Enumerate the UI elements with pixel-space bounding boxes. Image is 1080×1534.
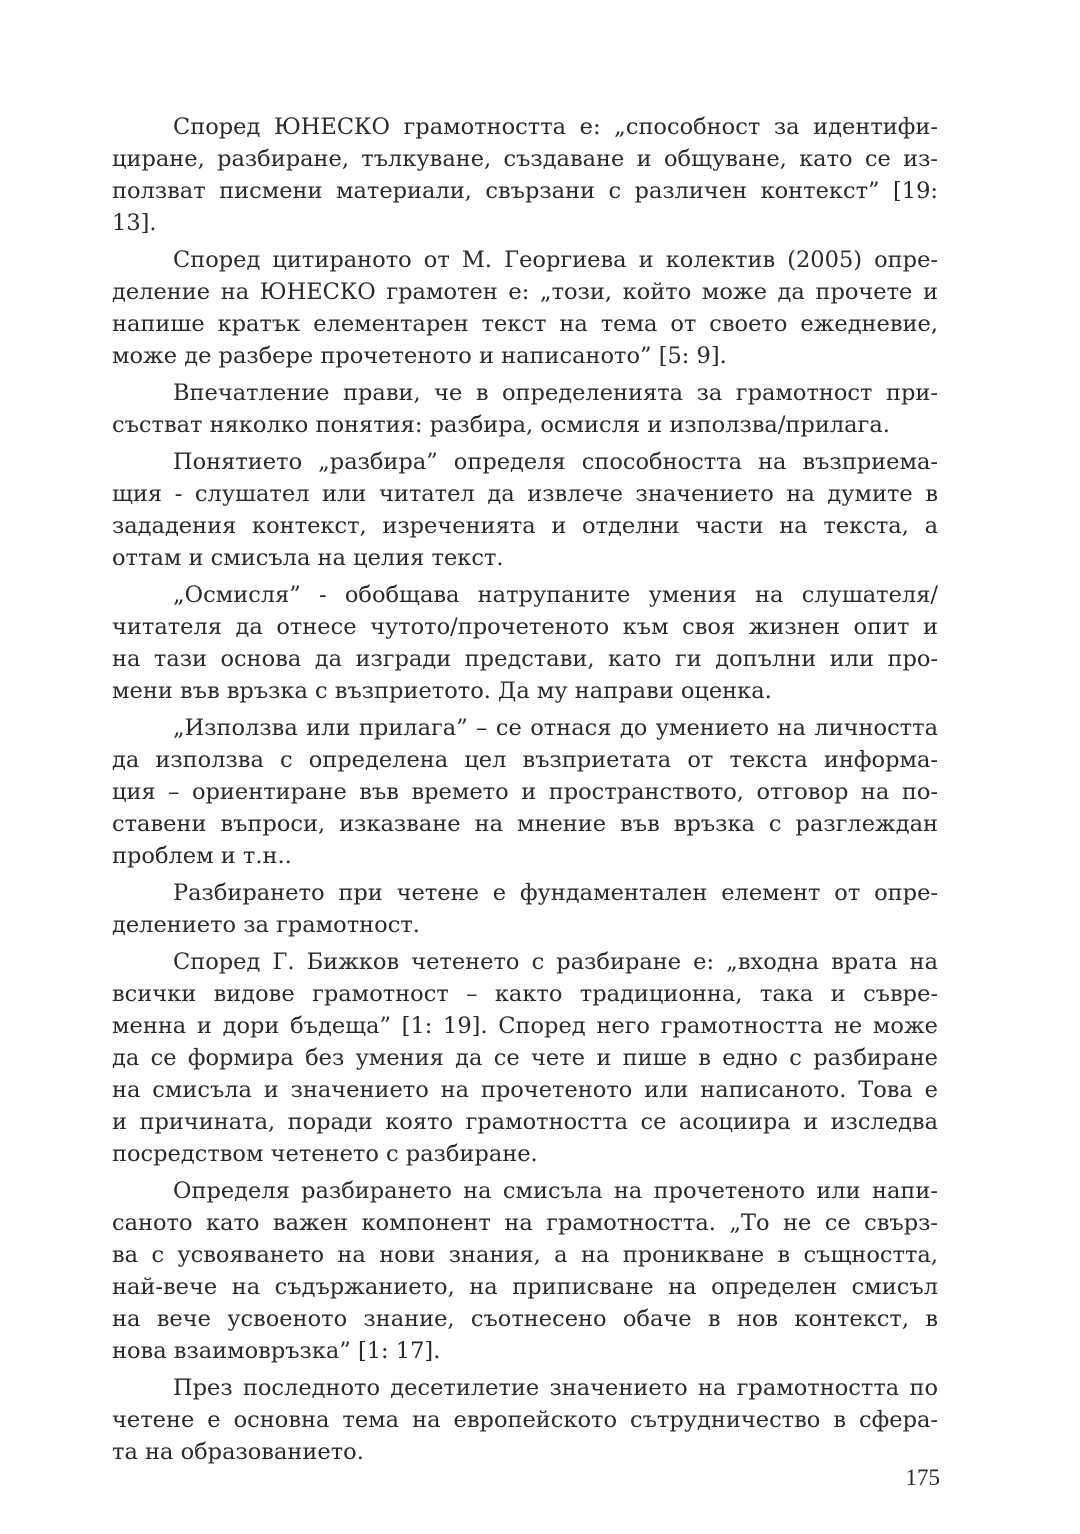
text-line: напише кратък елементарен текст на тема от своето ежедневие,: [112, 311, 938, 337]
text-line: ползват писмени материали, свързани с различен контекст” [19:: [112, 178, 938, 204]
text-line: четене е основна тема на европейското сътрудничество в сфера-: [112, 1407, 938, 1433]
text-line: „Използва или прилага” – се отнася до умението на личността: [173, 715, 938, 741]
text-line: оттам и смисъла на целия текст.: [112, 545, 504, 571]
text-line: менна и дори бъдеща” [1: 19]. Според него грамотността не може: [112, 1013, 938, 1039]
text-line: деление на ЮНЕСКО грамотен е: „този, който може да прочете и: [112, 279, 938, 305]
paragraph: [112, 377, 938, 441]
text-line: Според цитираното от М. Георгиева и колектив (2005) опре-: [173, 247, 938, 273]
text-line: циране, разбиране, тълкуване, създаване и общуване, като се из-: [112, 146, 938, 172]
text-line: зададения контекст, изреченията и отделни части на текста, а: [112, 513, 938, 539]
paragraph: [112, 1372, 938, 1468]
text-line: 13].: [112, 210, 157, 236]
text-line: Разбирането при четене е фундаментален елемент от опре-: [173, 880, 938, 906]
text-line: състват няколко понятия: разбира, осмисля и използва/прилага.: [112, 412, 890, 438]
text-line: Понятието „разбира” определя способността на възприема-: [173, 449, 938, 475]
text-line: проблем и т.н..: [112, 843, 292, 869]
text-line: Според ЮНЕСКО грамотността е: „способност за идентифи-: [173, 114, 938, 140]
text-line: на вече усвоеното знание, съотнесено обаче в нов контекст, в: [112, 1306, 938, 1332]
text-line: ция – ориентиране във времето и пространството, отговор на по-: [112, 779, 938, 805]
text-line: Впечатление прави, че в определенията за грамотност при-: [173, 380, 938, 406]
page-number: 175: [905, 1465, 940, 1490]
text-line: саното като важен компонент на грамотността. „То не се свърз-: [112, 1210, 938, 1236]
text-line: делението за грамотност.: [112, 912, 420, 938]
text-line: най-вече на съдържанието, на приписване на определен смисъл: [112, 1274, 938, 1300]
paragraph: [112, 1175, 938, 1367]
text-line: и причината, поради която грамотността се асоциира и изследва: [112, 1109, 938, 1135]
text-line: „Осмисля” - обобщава натрупаните умения на слушателя/: [173, 582, 938, 608]
text-line: на смисъла и значението на прочетеното или написаното. Това е: [112, 1077, 938, 1103]
text-line: щия - слушател или читател да извлече значението на думите в: [112, 481, 938, 507]
text-line: ва с усвояването на нови знания, а на проникване в същността,: [112, 1242, 938, 1268]
text-line: мени във връзка с възприетото. Да му направи оценка.: [112, 678, 772, 704]
paragraph: [112, 579, 938, 707]
text-line: Според Г. Бижков четенето с разбиране е: „входна врата на: [173, 949, 938, 975]
text-line: посредством четенето с разбиране.: [112, 1141, 538, 1167]
text-line: на тази основа да изгради представи, като ги допълни или про-: [112, 646, 938, 672]
text-line: може де разбере прочетеното и написаното” [5: 9].: [112, 343, 727, 369]
paragraph: [112, 946, 938, 1170]
text-line: читателя да отнесе чутото/прочетеното към своя жизнен опит и: [112, 614, 938, 640]
paragraph: [112, 877, 938, 941]
paragraph: [112, 446, 938, 574]
text-line: да използва с определена цел възприетата от текста информа-: [112, 747, 938, 773]
paragraph: [112, 111, 938, 239]
text-line: та на образованието.: [112, 1439, 364, 1465]
text-line: всички видове грамотност – както традиционна, така и съвре-: [112, 981, 938, 1007]
text-line: нова взаимовръзка” [1: 17].: [112, 1338, 441, 1364]
paragraph: [112, 712, 938, 872]
text-line: През последното десетилетие значението на грамотността по: [173, 1375, 938, 1401]
paragraph: [112, 244, 938, 372]
text-line: да се формира без умения да се чете и пише в едно с разбиране: [112, 1045, 938, 1071]
text-line: ставени въпроси, изказване на мнение във връзка с разглеждан: [112, 811, 938, 837]
text-line: Определя разбирането на смисъла на прочетеното или напи-: [173, 1178, 938, 1204]
page-body: [112, 111, 938, 1468]
